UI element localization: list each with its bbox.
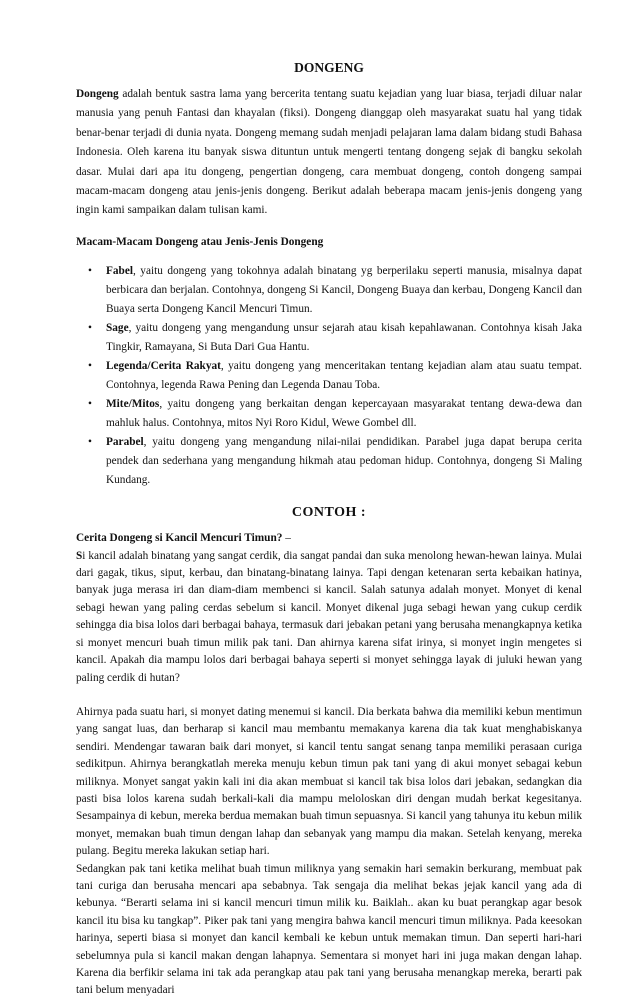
type-text: , yaitu dongeng yang tokohnya adalah binatang yg berperilaku seperti manusia, misalnya dapat berbicara dan berjalan. Contohnya, dongeng Si Kancil, Dongeng Buaya dan kerbau, Dongeng Kancil dan Buaya serta Dongeng Kancil Mencuri Timun. [106, 265, 582, 316]
type-name: Legenda/Cerita Rakyat [106, 360, 221, 373]
document-title: DONGENG [294, 60, 364, 75]
story-first-letter: S [76, 549, 83, 562]
type-text: , yaitu dongeng yang menceritakan tentang kejadian alam atau suatu tempat. Contohnya, legenda Rawa Pening dan Legenda Danau Toba. [106, 360, 582, 392]
story-title [76, 530, 582, 547]
intro-paragraph [76, 85, 582, 221]
type-name: Sage [106, 322, 129, 335]
type-name: Mite/Mitos [106, 398, 160, 411]
story-paragraph-2: Ahirnya pada suatu hari, si monyet dating menemui si kancil. Dia berkata bahwa dia memiliki kebun mentimun yang sangat luas, dan berharap si kancil mau membantu memakanya karena dia tak kuat menghabiskanya sendiri. Mendengar tawaran baik dari monyet, si kancil tentu sangat senang tanpa memiliki perasaan curiga sedikitpun. Ahirnya berangkatlah mereka menuju kebun timun pak tani yang di akui monyet sebagai kebun miliknya. Monyet sangat yakin kali ini dia akan membuat si kancil tak bisa lolos dari jebakan, sedangkan dia pasti bisa lolos karena sudah berkali-kali dia mampu meloloskan diri dengan mudah berkat kegesitanya. Sesampainya di kebun, mereka berdua memakan buah timun sepuasnya. Si kancil yang tahunya itu kebun milik monyet, memakan buah timun dengan lahap dan sebanyak yang mampu dia makan. Setelah kenyang, mereka pulang. Begitu mereka lakukan setiap hari. [76, 705, 582, 858]
list-item [88, 357, 582, 395]
story-paragraph-1-text: i kancil adalah binatang yang sangat cerdik, dia sangat pandai dan suka menolong hewan-hewan lainya. Mulai dari gagak, tikus, siput, kerbau, dan binatang-binatang lainya. Tapi dengan ketenaran serta kebaikan hatinya, banyak juga merasa iri dan diam-diam membenci si kancil. Salah satunya adalah monyet. Monyet di kenal sebagi hewan yang paling cerdas sebelum si kancil. Monyet dikenal juga sebagi hewan yang cukup cerdik sehingga dia bisa lolos dari berbagai bahaya, termasuk dari jebakan petani yang berusaha menangkapnya ketika si monyet mencuri buah timun milik pak tani. Dan ahirnya karena sifat irinya, si monyet ingin mengetes si kancil. Apakah dia mampu lolos dari berbagai bahaya seperti si monyet sehingga layak di juluki hewan yang paling cerdik di hutan? [76, 549, 582, 684]
contoh-heading: CONTOH : [291, 505, 367, 521]
story-title-text: Cerita Dongeng si Kancil Mencuri Timun? [76, 532, 283, 545]
type-name: Fabel [106, 265, 133, 278]
type-text: , yaitu dongeng yang berkaitan dengan kepercayaan masyarakat tentang dewa-dewa dan mahluk halus. Contohnya, mitos Nyi Roro Kidul, Wewe Gombel dll. [106, 398, 582, 430]
list-item [88, 433, 582, 490]
bullet-icon: • [88, 398, 92, 411]
bullet-icon: • [88, 360, 92, 373]
list-item [88, 395, 582, 433]
type-name: Parabel [106, 436, 144, 449]
story-paragraph-1 [76, 548, 582, 687]
type-text: , yaitu dongeng yang mengandung unsur sejarah atau kisah kepahlawanan. Contohnya kisah Jaka Tingkir, Ramayana, Si Buta Dari Gua Hantu. [106, 322, 582, 354]
paragraph-gap [76, 687, 582, 704]
bullet-icon: • [88, 436, 92, 449]
story-title-suffix: – [282, 532, 291, 545]
list-item [88, 319, 582, 357]
story-section [76, 530, 582, 1000]
list-item [88, 262, 582, 319]
story-paragraph-3: Sedangkan pak tani ketika melihat buah timun miliknya yang semakin hari semakin berkurang, membuat pak tani curiga dan berusaha mencari apa sebabnya. Tak sengaja dia melihat bekas jejak kancil yang ada di kebunya. “Berarti selama ini si kancil mencuri timun milik ku. Baiklah.. akan ku buat perangkap agar besok kancil itu bisa ku tangkap”. Piker pak tani yang mengira bahwa kancil mencuri timun miliknya. Pada keesokan harinya, seperti biasa si monyet dan kancil kembali ke kebun untuk memakan timun. Dan seperti hari-hari sebelumnya pula si kancil makan dengan lahapnya. Sementara si monyet hari ini juga makan dengan lahap. Karena dia berfikir selama ini tak ada perangkap atau pak tani yang berusaha menangkap mereka, berarti pak tani belum menyadari [76, 862, 582, 997]
bullet-icon: • [88, 265, 92, 278]
bullet-icon: • [88, 322, 92, 335]
types-list [76, 262, 582, 490]
intro-text: adalah bentuk sastra lama yang bercerita tentang suatu kejadian yang luar biasa, terjadi diluar nalar manusia yang penuh Fantasi dan khayalan (fiksi). Dongeng dianggap oleh masyarakat suatu hal yang tidak benar-benar terjadi di dunia nyata. Dongeng memang sudah menjadi pelajaran lama dalam bidang studi Bahasa Indonesia. Oleh karena itu banyak siswa dituntun untuk mengerti tentang dongeng sejak di bangku sekolah dasar. Mulai dari apa itu dongeng, pengertian dongeng, cara membuat dongeng, contoh dongeng sampai macam-macam dongeng atau jenis-jenis dongeng. Berikut adalah beberapa macam jenis-jenis dongeng yang ingin kami sampaikan dalam tulisan kami. [76, 88, 582, 217]
type-text: , yaitu dongeng yang mengandung nilai-nilai pendidikan. Parabel juga dapat berupa cerita pendek dan sederhana yang mengandung hikmah atau pedoman hidup. Contohnya, dongeng Si Maling Kundang. [106, 436, 582, 487]
intro-term: Dongeng [76, 88, 119, 100]
types-heading: Macam-Macam Dongeng atau Jenis-Jenis Dongeng [76, 235, 324, 248]
